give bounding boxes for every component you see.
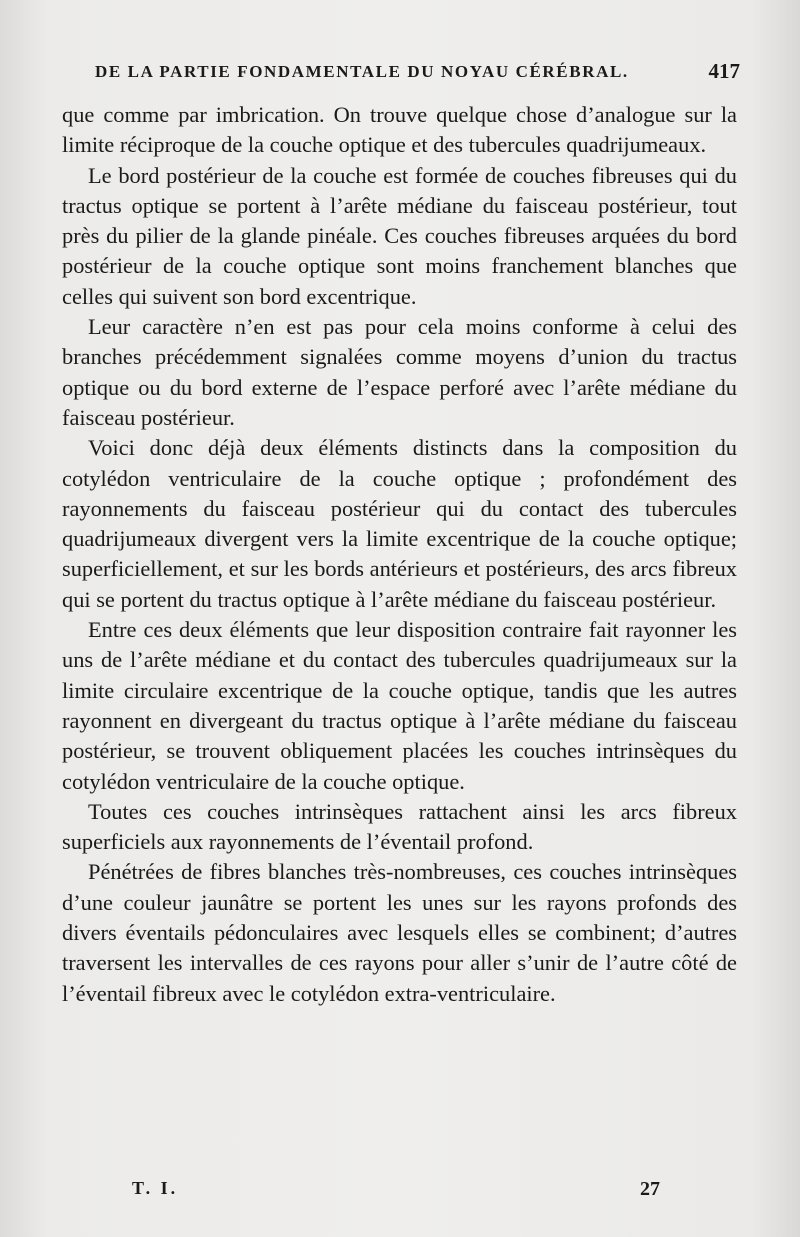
page-number: 417 — [708, 59, 740, 83]
body-text — [62, 100, 737, 1009]
signature-mark: T. I. — [132, 1178, 179, 1198]
sheet-number: 27 — [640, 1178, 660, 1200]
paragraph: Entre ces deux éléments que leur disposition contraire fait rayonner les uns de l’arête médiane et du contact des tubercules quadrijumeaux sur la limite circulaire excentrique de la couche optique, tandis que les autres rayonnent en divergeant du tractus optique à l’arête médiane du faisceau postérieur, se trouvent obliquement placées les couches intrinsèques du cotylédon ventriculaire de la couche optique. — [62, 617, 737, 794]
paragraph: que comme par imbrication. On trouve quelque chose d’analogue sur la limite réciproque de la couche optique et des tubercules quadrijumeaux. — [62, 102, 737, 158]
paragraph: Le bord postérieur de la couche est formée de couches fibreuses qui du tractus optique se portent à l’arête médiane du faisceau postérieur, tout près du pilier de la glande pinéale. Ces couches fibreuses arquées du bord postérieur de la couche optique sont moins franchement blanches que celles qui suivent son bord excentrique. — [62, 162, 737, 309]
running-header — [95, 59, 740, 83]
running-title: DE LA PARTIE FONDAMENTALE DU NOYAU CÉRÉBRAL. — [95, 62, 629, 81]
paragraph: Pénétrées de fibres blanches très-nombreuses, ces couches intrinsèques d’une couleur jaunâtre se portent les unes sur les rayons profonds des divers éventails pédonculaires avec lesquels elles se combinent; d’autres traversent les intervalles de ces rayons pour aller s’unir de l’autre côté de l’éventail fibreux avec le cotylédon extra-ventriculaire. — [62, 859, 737, 1006]
paragraph: Toutes ces couches intrinsèques rattachent ainsi les arcs fibreux superficiels aux rayonnements de l’éventail profond. — [62, 798, 737, 855]
paragraph: Leur caractère n’en est pas pour cela moins conforme à celui des branches précédemment signalées comme moyens d’union du tractus optique ou du bord externe de l’espace perforé avec l’arête médiane du faisceau postérieur. — [62, 314, 737, 430]
paragraph: Voici donc déjà deux éléments distincts dans la composition du cotylédon ventriculaire de la couche optique ; profondément des rayonnements du faisceau postérieur qui du contact des tubercules quadrijumeaux divergent vers la limite excentrique de la couche optique; superficiellement, et sur les bords antérieurs et postérieurs, des arcs fibreux qui se portent du tractus optique à l’arête médiane du faisceau postérieur. — [62, 435, 737, 612]
